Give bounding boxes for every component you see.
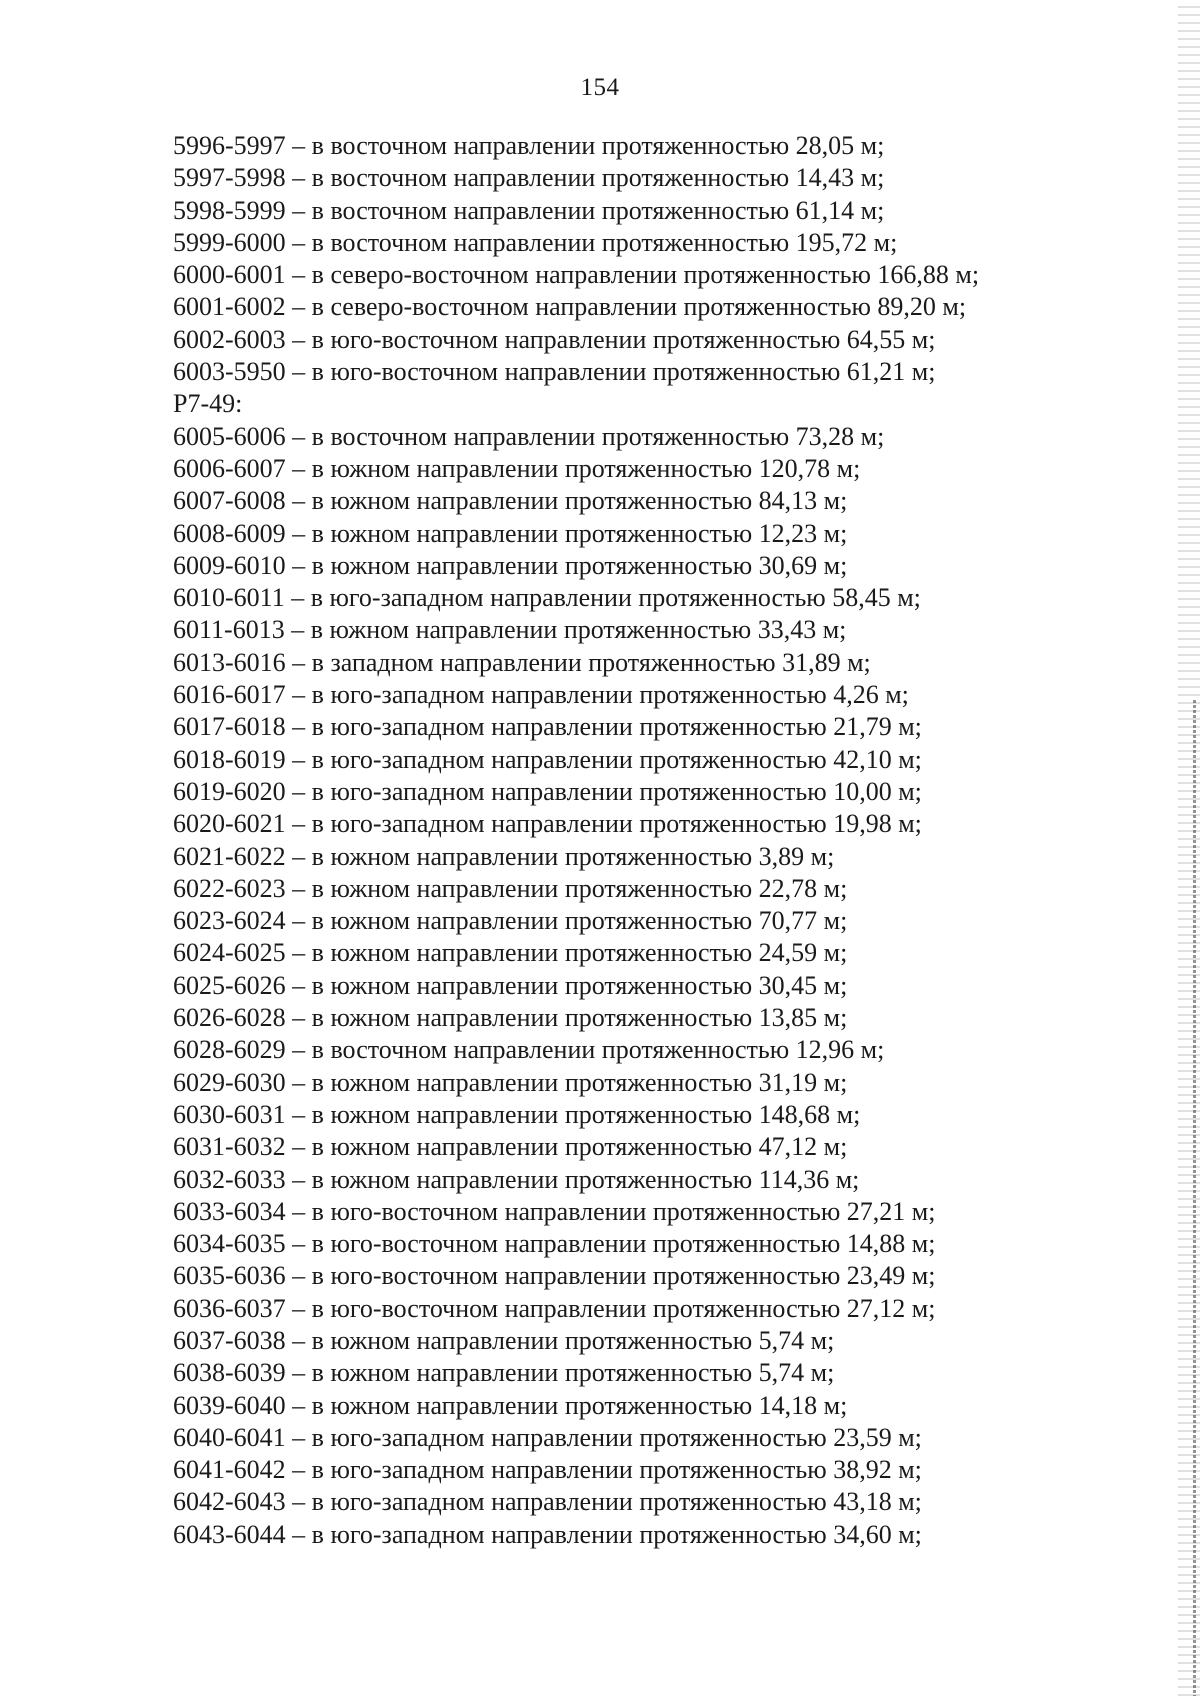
dash-separator: – (285, 486, 312, 516)
dash-separator: – (285, 453, 312, 483)
dash-separator: – (285, 1293, 312, 1323)
segment-description: в юго-восточном направлении протяженностью 27,21 м; (311, 1196, 936, 1226)
dash-separator: – (285, 227, 312, 257)
segment-code: 6006-6007 (173, 453, 286, 483)
segment-description: в южном направлении протяженностью 120,78 м; (311, 453, 861, 483)
segment-description: в юго-западном направлении протяженностью 10,00 м; (311, 776, 922, 806)
segment-description: в южном направлении протяженностью 13,85 м; (311, 1003, 848, 1033)
segment-code: 5998-5999 (173, 195, 286, 225)
segment-description: в южном направлении протяженностью 30,45 м; (311, 970, 848, 1000)
boundary-description-list (173, 130, 1133, 1551)
dash-separator: – (285, 1003, 312, 1033)
dash-separator: – (285, 1229, 312, 1259)
segment-line (173, 162, 1133, 194)
segment-code: 6032-6033 (173, 1164, 286, 1194)
segment-description: в юго-западном направлении протяженностью 42,10 м; (311, 744, 922, 774)
dash-separator: – (285, 1067, 312, 1097)
segment-code: 6010-6011 (173, 583, 285, 613)
segment-line (173, 873, 1133, 905)
segment-description: в восточном направлении протяженностью 28,05 м; (311, 131, 885, 160)
segment-description: в юго-восточном направлении протяженностью 27,12 м; (311, 1293, 936, 1323)
segment-description: в южном направлении протяженностью 31,19 м; (311, 1067, 848, 1097)
segment-line (173, 1486, 1133, 1518)
dash-separator: – (285, 841, 312, 871)
segment-description: в южном направлении протяженностью 47,12 м; (311, 1132, 848, 1162)
segment-description: в юго-западном направлении протяженностью 23,59 м; (311, 1422, 922, 1452)
segment-code: 6037-6038 (173, 1325, 286, 1355)
segment-code: 6041-6042 (173, 1455, 286, 1485)
dash-separator: – (285, 518, 312, 548)
segment-line (173, 614, 1133, 646)
segment-code: 6025-6026 (173, 970, 286, 1000)
dash-separator: – (284, 615, 311, 645)
dash-separator: – (285, 680, 312, 710)
segment-code: 6035-6036 (173, 1261, 286, 1291)
segment-code: 6005-6006 (173, 421, 286, 451)
segment-description: в южном направлении протяженностью 14,18 м; (311, 1390, 848, 1420)
segment-code: 6022-6023 (173, 873, 286, 903)
segment-line (173, 937, 1133, 969)
segment-description: в юго-западном направлении протяженностью 21,79 м; (311, 712, 922, 742)
segment-code: 6020-6021 (173, 809, 286, 839)
dash-separator: – (285, 712, 312, 742)
segment-code: 5999-6000 (173, 227, 286, 257)
dash-separator: – (285, 131, 312, 160)
segment-line (173, 1099, 1133, 1131)
segment-description: в восточном направлении протяженностью 73,28 м; (311, 421, 885, 451)
segment-code: 6017-6018 (173, 712, 286, 742)
segment-description: в южном направлении протяженностью 22,78 м; (311, 873, 848, 903)
segment-description: в северо-восточном направлении протяженностью 166,88 м; (311, 260, 980, 290)
dash-separator: – (285, 938, 312, 968)
segment-description: в юго-восточном направлении протяженностью 23,49 м; (311, 1261, 936, 1291)
segment-code: 6038-6039 (173, 1358, 286, 1388)
dash-separator: – (285, 1390, 312, 1420)
segment-description: в восточном направлении протяженностью 12,96 м; (311, 1035, 885, 1065)
segment-line (173, 259, 1133, 291)
segment-line (173, 841, 1133, 873)
segment-line (173, 1034, 1133, 1066)
segment-code: 6013-6016 (173, 647, 286, 677)
segment-description: в южном направлении протяженностью 5,74 м; (311, 1325, 835, 1355)
segment-code: 6030-6031 (173, 1099, 286, 1129)
dash-separator: – (285, 1455, 312, 1485)
segment-code: 6033-6034 (173, 1196, 286, 1226)
segment-description: в южном направлении протяженностью 3,89 м; (311, 841, 835, 871)
dash-separator: – (285, 163, 312, 193)
segment-code: 6007-6008 (173, 486, 286, 516)
segment-line (173, 776, 1133, 808)
segment-code: 6026-6028 (173, 1003, 286, 1033)
dash-separator: – (285, 195, 312, 225)
dash-separator: – (285, 744, 312, 774)
dash-separator: – (285, 1519, 312, 1549)
segment-line (173, 744, 1133, 776)
segment-code: 5996-5997 (173, 131, 286, 160)
dash-separator: – (285, 292, 312, 322)
segment-description: в юго-восточном направлении протяженностью 61,21 м; (311, 357, 936, 387)
segment-line (173, 1131, 1133, 1163)
segment-code: 6011-6013 (173, 615, 285, 645)
dash-separator: – (285, 873, 312, 903)
dash-separator: – (285, 550, 312, 580)
dash-separator: – (285, 324, 312, 354)
dash-separator: – (285, 1422, 312, 1452)
segment-line (173, 1196, 1133, 1228)
segment-description: в юго-западном направлении протяженностью 43,18 м; (311, 1487, 922, 1517)
segment-line (173, 1002, 1133, 1034)
page-number: 154 (580, 74, 620, 101)
segment-line (173, 1454, 1133, 1486)
segment-line (173, 453, 1133, 485)
section-code: Р7-49: (173, 389, 243, 419)
dash-separator: – (285, 1035, 312, 1065)
segment-code: 6028-6029 (173, 1035, 286, 1065)
segment-description: в южном направлении протяженностью 33,43 м; (310, 615, 847, 645)
segment-description: в южном направлении протяженностью 114,36 м; (311, 1164, 860, 1194)
segment-line (173, 324, 1133, 356)
segment-line (173, 808, 1133, 840)
segment-code: 6009-6010 (173, 550, 286, 580)
dash-separator: – (285, 357, 312, 387)
segment-line (173, 1260, 1133, 1292)
segment-description: в западном направлении протяженностью 31,89 м; (311, 647, 871, 677)
segment-line (173, 227, 1133, 259)
dash-separator: – (285, 1132, 312, 1162)
segment-line (173, 1357, 1133, 1389)
segment-line (173, 1293, 1133, 1325)
dash-separator: – (284, 583, 311, 613)
segment-code: 6018-6019 (173, 744, 286, 774)
segment-code: 6000-6001 (173, 260, 286, 290)
dash-separator: – (285, 970, 312, 1000)
segment-code: 6034-6035 (173, 1229, 286, 1259)
segment-code: 6003-5950 (173, 357, 286, 387)
segment-line (173, 1422, 1133, 1454)
segment-code: 6021-6022 (173, 841, 286, 871)
segment-code: 6042-6043 (173, 1487, 286, 1517)
segment-line (173, 970, 1133, 1002)
segment-description: в южном направлении протяженностью 148,68 м; (311, 1099, 861, 1129)
dash-separator: – (285, 776, 312, 806)
segment-line (173, 421, 1133, 453)
segment-description: в северо-восточном направлении протяженностью 89,20 м; (311, 292, 967, 322)
segment-line (173, 1067, 1133, 1099)
scan-edge-artifact-dark (1193, 700, 1196, 1696)
segment-line (173, 582, 1133, 614)
segment-description: в юго-западном направлении протяженностью 19,98 м; (311, 809, 922, 839)
segment-line (173, 356, 1133, 388)
segment-line (173, 1228, 1133, 1260)
segment-code: 6036-6037 (173, 1293, 286, 1323)
segment-line (173, 647, 1133, 679)
segment-description: в юго-западном направлении протяженностью 4,26 м; (311, 680, 909, 710)
segment-line (173, 1519, 1133, 1551)
segment-line (173, 711, 1133, 743)
segment-description: в восточном направлении протяженностью 61,14 м; (311, 195, 885, 225)
segment-description: в восточном направлении протяженностью 195,72 м; (311, 227, 898, 257)
dash-separator: – (285, 1196, 312, 1226)
segment-description: в восточном направлении протяженностью 14,43 м; (311, 163, 885, 193)
segment-description: в юго-восточном направлении протяженностью 64,55 м; (311, 324, 936, 354)
segment-description: в южном направлении протяженностью 12,23 м; (311, 518, 848, 548)
dash-separator: – (285, 906, 312, 936)
segment-line (173, 518, 1133, 550)
segment-code: 6039-6040 (173, 1390, 286, 1420)
dash-separator: – (285, 647, 312, 677)
section-heading (173, 388, 1133, 420)
segment-code: 6019-6020 (173, 776, 286, 806)
dash-separator: – (285, 1487, 312, 1517)
segment-line (173, 679, 1133, 711)
segment-code: 6023-6024 (173, 906, 286, 936)
dash-separator: – (285, 1164, 312, 1194)
segment-description: в южном направлении протяженностью 70,77 м; (311, 906, 848, 936)
segment-line (173, 195, 1133, 227)
segment-code: 6031-6032 (173, 1132, 286, 1162)
segment-code: 6002-6003 (173, 324, 286, 354)
segment-description: в южном направлении протяженностью 5,74 м; (311, 1358, 835, 1388)
scan-edge-artifact (1178, 0, 1200, 1696)
dash-separator: – (285, 809, 312, 839)
segment-description: в южном направлении протяженностью 30,69 м; (311, 550, 848, 580)
segment-description: в юго-западном направлении протяженностью 34,60 м; (311, 1519, 922, 1549)
segment-description: в южном направлении протяженностью 24,59 м; (311, 938, 848, 968)
segment-code: 6016-6017 (173, 680, 286, 710)
segment-line (173, 1164, 1133, 1196)
dash-separator: – (285, 421, 312, 451)
segment-line (173, 291, 1133, 323)
segment-description: в южном направлении протяженностью 84,13 м; (311, 486, 848, 516)
segment-code: 5997-5998 (173, 163, 286, 193)
segment-line (173, 1325, 1133, 1357)
segment-line (173, 905, 1133, 937)
dash-separator: – (285, 260, 312, 290)
dash-separator: – (285, 1099, 312, 1129)
segment-line (173, 550, 1133, 582)
segment-description: в юго-западном направлении протяженностью 38,92 м; (311, 1455, 922, 1485)
dash-separator: – (285, 1261, 312, 1291)
segment-code: 6043-6044 (173, 1519, 286, 1549)
dash-separator: – (285, 1325, 312, 1355)
segment-line (173, 130, 1133, 162)
segment-code: 6008-6009 (173, 518, 286, 548)
segment-code: 6040-6041 (173, 1422, 286, 1452)
segment-description: в юго-западном направлении протяженностью 58,45 м; (310, 583, 921, 613)
segment-line (173, 485, 1133, 517)
segment-code: 6029-6030 (173, 1067, 286, 1097)
dash-separator: – (285, 1358, 312, 1388)
segment-code: 6001-6002 (173, 292, 286, 322)
segment-line (173, 1390, 1133, 1422)
segment-description: в юго-восточном направлении протяженностью 14,88 м; (311, 1229, 936, 1259)
segment-code: 6024-6025 (173, 938, 286, 968)
